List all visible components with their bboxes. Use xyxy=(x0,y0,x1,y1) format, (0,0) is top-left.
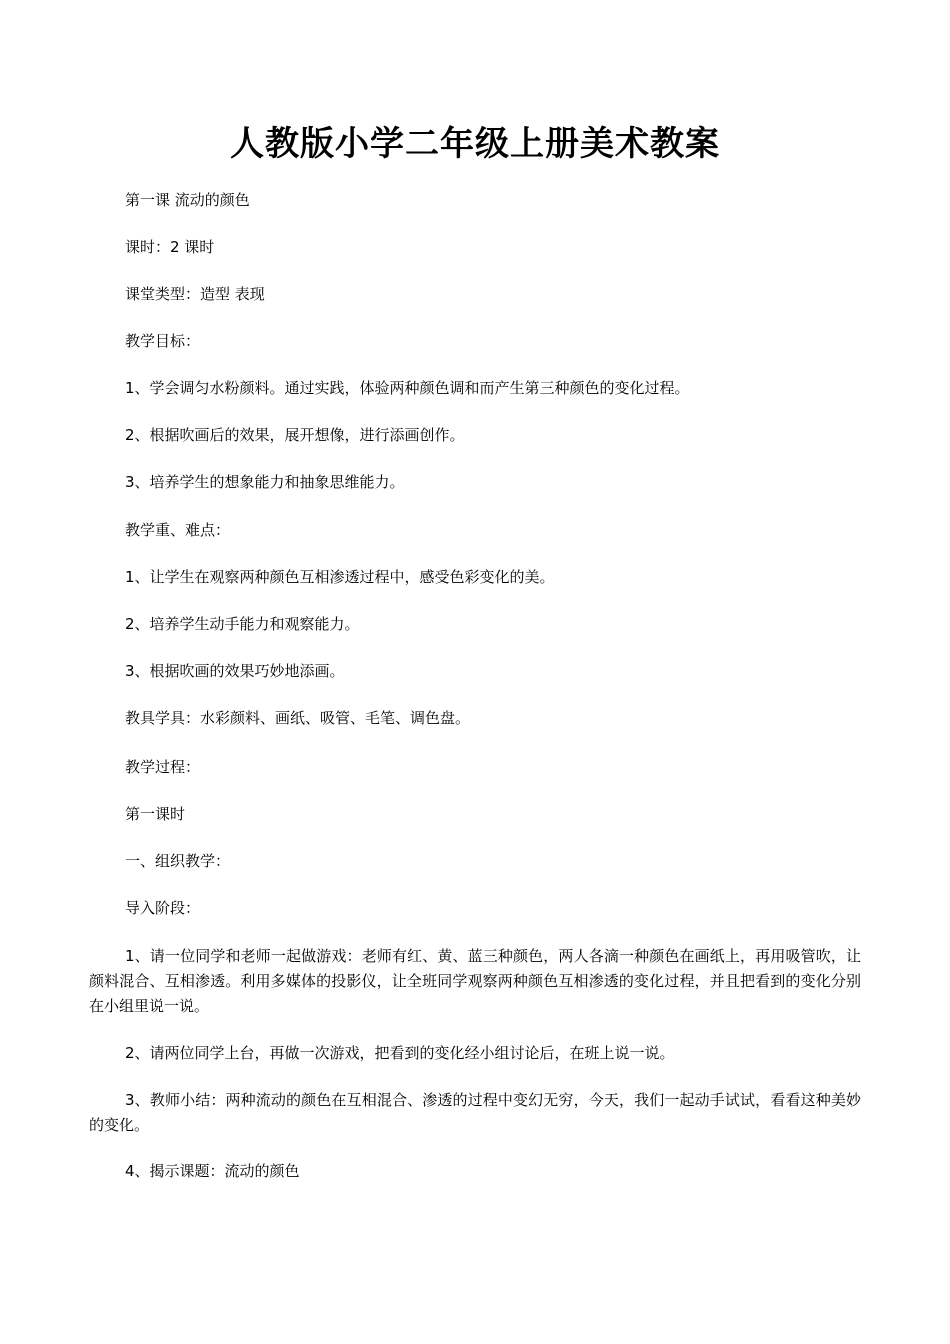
paragraph-step-2: 2、请两位同学上台，再做一次游戏，把看到的变化经小组讨论后，在班上说一说。 xyxy=(125,1044,675,1062)
paragraph-step-1: 1、请一位同学和老师一起做游戏：老师有红、黄、蓝三种颜色，两人各滴一种颜色在画纸上，再用吸管吹，让颜料混合、互相渗透。利用多媒体的投影仪，让全班同学观察两种颜色互相渗透的变化过程，并且把看到的变化分别在小组里说一说。 xyxy=(89,947,861,1015)
paragraph-key-point-1: 1、让学生在观察两种颜色互相渗透过程中，感受色彩变化的美。 xyxy=(125,568,555,586)
paragraph-objective-2: 2、根据吹画后的效果，展开想像，进行添画创作。 xyxy=(125,426,465,444)
paragraph-key-point-3: 3、根据吹画的效果巧妙地添画。 xyxy=(125,662,345,680)
paragraph-class-hours: 课时：2 课时 xyxy=(125,238,215,256)
document-title: 人教版小学二年级上册美术教案 xyxy=(230,124,720,164)
paragraph-objectives-heading: 教学目标： xyxy=(125,332,201,350)
paragraph-organize-teaching: 一、组织教学： xyxy=(125,852,231,870)
paragraph-step-4: 4、揭示课题：流动的颜色 xyxy=(125,1162,300,1180)
paragraph-objective-1: 1、学会调匀水粉颜料。通过实践，体验两种颜色调和而产生第三种颜色的变化过程。 xyxy=(125,379,690,397)
paragraph-lesson-heading: 第一课 流动的颜色 xyxy=(125,191,250,209)
paragraph-objective-3: 3、培养学生的想象能力和抽象思维能力。 xyxy=(125,473,405,491)
paragraph-materials: 教具学具：水彩颜料、画纸、吸管、毛笔、调色盘。 xyxy=(125,709,471,727)
paragraph-introduction-stage: 导入阶段： xyxy=(125,899,201,917)
paragraph-class-type: 课堂类型：造型 表现 xyxy=(125,285,265,303)
paragraph-step-3: 3、教师小结：两种流动的颜色在互相混合、渗透的过程中变幻无穷，今天，我们一起动手试试，看看这种美妙的变化。 xyxy=(89,1091,861,1134)
paragraph-process-heading: 教学过程： xyxy=(125,758,201,776)
paragraph-key-point-2: 2、培养学生动手能力和观察能力。 xyxy=(125,615,360,633)
paragraph-key-points-heading: 教学重、难点： xyxy=(125,521,231,539)
paragraph-first-period: 第一课时 xyxy=(125,805,186,823)
